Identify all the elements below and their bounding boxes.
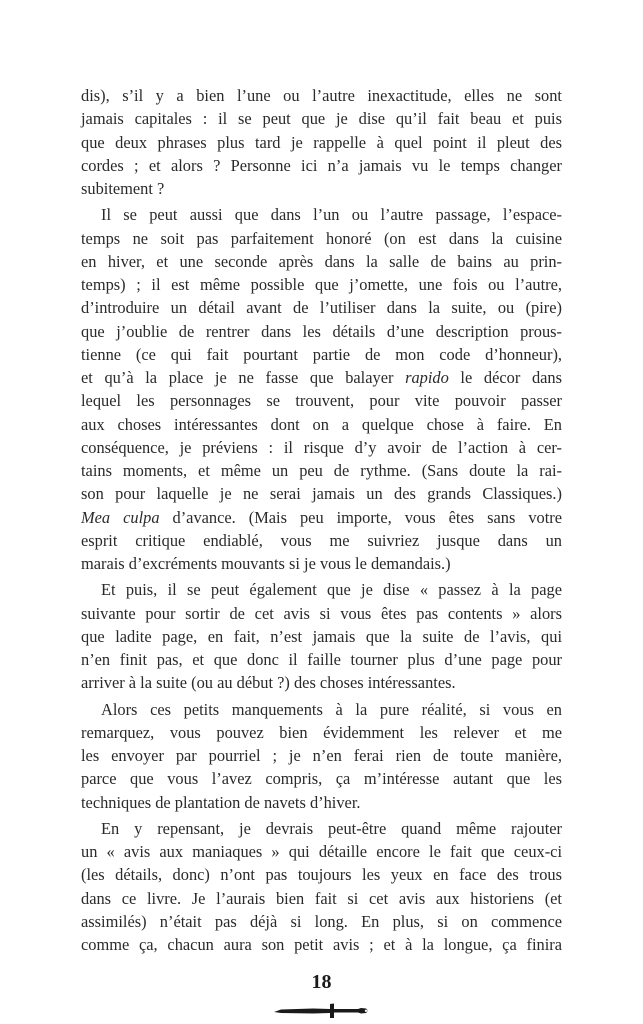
text-line: marais d’excréments mouvants si je vous le demandais.) xyxy=(81,554,451,573)
text-line: subitement ? xyxy=(81,179,165,198)
text-line: en hiver, et une seconde après dans la salle de bains au prin- xyxy=(81,251,562,271)
text-line xyxy=(81,366,562,389)
paragraph xyxy=(81,203,562,575)
text-line: que deux phrases plus tard je rappelle à quel point il pleut des xyxy=(81,132,562,152)
paragraph xyxy=(81,84,562,200)
text-line: tienne (ce qui fait pourtant partie de mon code d’honneur), xyxy=(81,344,562,364)
text-line: suivante pour sortir de cet avis si vous êtes pas contents » alors xyxy=(81,603,562,623)
text-line: que ladite page, en fait, n’est jamais que la suite de l’avis, qui xyxy=(81,626,562,646)
text-line: que j’oublie de rentrer dans les détails d’une description prous- xyxy=(81,321,562,341)
paragraph xyxy=(81,578,562,694)
text-line: (les détails, donc) n’ont pas toujours les yeux en face des trous xyxy=(81,865,562,885)
body-text xyxy=(81,84,562,959)
text-line: Alors ces petits manquements à la pure réalité, si vous en xyxy=(101,699,562,719)
text-segment: d’avance. (Mais peu importe, vous êtes sans votre xyxy=(159,507,563,527)
text-line: dis), s’il y a bien l’une ou l’autre inexactitude, elles ne sont xyxy=(81,86,562,105)
text-line: un « avis aux maniaques » qui détaille encore le fait que ceux-ci xyxy=(81,842,562,861)
dagger-icon xyxy=(273,1001,371,1021)
text-line xyxy=(81,506,562,529)
text-line: remarquez, vous pouvez bien évidemment les relever et me xyxy=(81,722,562,742)
text-line: conséquence, je préviens : il risque d’y avoir de l’action à cer- xyxy=(81,437,562,457)
text-line: tains moments, et même un peu de rythme. (Sans doute la rai- xyxy=(81,461,562,480)
text-line: lequel les personnages se trouvent, pour vite pouvoir passer xyxy=(81,391,562,411)
dagger-shape xyxy=(274,1004,368,1019)
text-line: temps ne soit pas parfaitement honoré (on est dans la cuisine xyxy=(81,228,562,248)
paragraph xyxy=(81,698,562,814)
text-line: techniques de plantation de navets d’hiver. xyxy=(81,792,361,812)
text-line: les envoyer par pourriel ; je n’en ferai rien de toute manière, xyxy=(81,746,562,765)
text-line: son pour laquelle je ne serai jamais un des grands Classiques.) xyxy=(81,484,562,504)
text-line: d’introduire un détail avant de l’utiliser dans la suite, ou (pire) xyxy=(81,298,562,318)
paragraph xyxy=(81,817,562,957)
text-line: arriver à la suite (ou au début ?) des choses intéressantes. xyxy=(81,673,456,693)
text-line: parce que vous l’avez compris, ça m’intéresse autant que les xyxy=(81,769,562,789)
text-line: aux choses intéressantes dont on a quelque chose à faire. En xyxy=(81,414,562,434)
text-line: dans ce livre. Je l’aurais bien fait si cet avis aux historiens (et xyxy=(81,888,562,908)
page-number: 18 xyxy=(311,971,332,994)
text-line: Il se peut aussi que dans l’un ou l’autre passage, l’espace- xyxy=(101,205,562,225)
text-line: jamais capitales : il se peut que je dise qu’il fait beau et puis xyxy=(81,109,562,129)
text-line: En y repensant, je devrais peut-être quand même rajouter xyxy=(101,818,562,838)
text-segment: et qu’à la place je ne fasse que balayer xyxy=(81,368,406,387)
text-line: cordes ; et alors ? Personne ici n’a jamais vu le temps changer xyxy=(81,155,562,175)
text-segment: le décor dans xyxy=(448,368,562,387)
text-line: n’en finit pas, et que donc il faille tourner plus d’une page pour xyxy=(81,650,562,669)
italic-text: Mea culpa xyxy=(81,507,160,527)
italic-text: rapido xyxy=(405,368,449,387)
text-line: Et puis, il se peut également que je dise « passez à la page xyxy=(101,580,562,600)
text-line: esprit critique endiablé, vous me suivriez jusque dans un xyxy=(81,530,562,550)
text-line: assimilés) n’était pas déjà si long. En plus, si on commence xyxy=(81,911,562,931)
text-line: comme ça, chacun aura son petit avis ; et à la longue, ça finira xyxy=(81,935,562,954)
text-line: temps) ; il est même possible que j’omette, une fois ou l’autre, xyxy=(81,275,562,294)
